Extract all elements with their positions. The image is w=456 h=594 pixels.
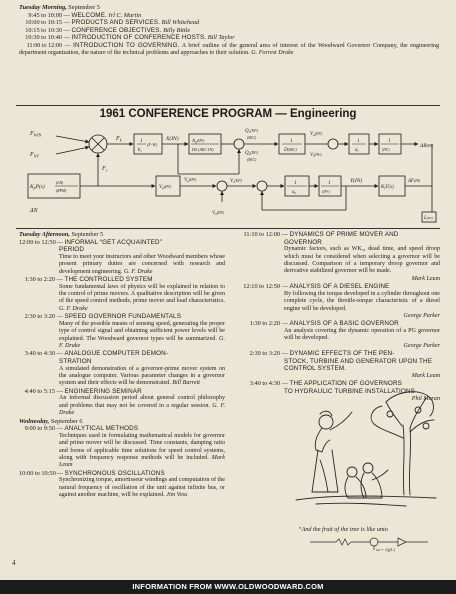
svg-text:ωₙ = √(g/L): ωₙ = √(g/L) [376,547,395,552]
session-body [240,328,440,350]
session-time: 3:40 to 4:30 [24,350,55,358]
summing-junction-3 [328,139,338,149]
morning-heading [19,4,439,12]
session-head: 2:30 to 3:20 — SPEED GOVERNOR FUNDAMENTALS [19,313,225,321]
session-head: 3:40 to 4:30 — THE APPLICATION OF GOVERNORS [240,380,440,388]
session-body [240,246,440,283]
session-title: DYNAMICS OF PRIME MOVER AND [289,231,399,238]
cartoon-circuit [306,534,436,552]
svg-text:Vb(IN³): $V_b^{(IN^3)}$ [212,211,225,216]
summing-junction-4 [217,181,227,191]
svg-text:(LB): (LB) [56,181,63,185]
session-speaker: Bill Barrett [172,380,200,387]
session-speaker: G. F. Drake [59,305,88,312]
svg-text:1: 1 [388,138,391,144]
session-speaker: Mark Leum [411,275,440,282]
session-entry [19,388,225,418]
session-head: 1:30 to 2:20 — THE CONTROLLED SYSTEM [19,276,225,284]
session-title: INTRODUCTION TO GOVERNING. [73,41,180,49]
session-desc: Techniques used in formulating mathematical models for governor and prime mover will be discussed. Time constants, damping ratio and forms of applicable time solutions for speed control systems, along with frequency response methods will be included. [59,432,225,462]
session-speaker: G. Forrest Drake [251,50,294,57]
session-time: 10:30 to 10:40 [25,34,62,42]
session-entry [240,320,440,350]
session-head: 12:00 to 12:50 — INFORMAL “GET ACQUAINTED” [19,238,162,246]
morning-item: 10:15 to 10:30 — CONFERENCE OBJECTIVES. Billy Bittle [19,27,439,35]
session-time: 4:40 to 5:15 [24,387,55,395]
session-speaker: Mark Leum [411,373,440,380]
svg-text:KfF(s): $K_fF(s)$ [381,185,394,190]
svg-text:(IN²): (IN²) [382,148,390,152]
session-time: 10:15 to 10:30 [25,26,62,34]
svg-text:Fk: $F_k$ [116,135,122,143]
right-column [240,231,440,403]
morning-item: 10:30 to 10:40 — INTRODUCTION OF CONFERENCE HOSTS. Bill Taylor [19,34,439,42]
session-entry [240,350,440,380]
svg-text:(IN²): (IN²) [322,190,330,194]
svg-text:Va(IN³): $V_a^{(IN^3)}$ [310,132,323,137]
svg-text:ai: $a_i$ [355,148,359,153]
session-title-cont: STRATION [59,358,92,366]
session-time: 11:10 to 12:00 [243,231,280,238]
session-desc: An informal discussion period about general control philosophy and problems that may not be covered in a regular session. [59,395,225,409]
session-speaker: Bill Whitehead [161,19,200,27]
session-speaker: Billy Bittle [163,26,191,34]
session-body [19,284,225,314]
morning-section [19,4,439,58]
session-time: 12:00 to 12:50 [19,238,56,246]
session-entry [19,425,225,470]
session-entry [19,470,225,500]
svg-text:(SEC): (SEC) [247,158,257,162]
day-name: Wednesday, [19,417,50,425]
morning-date: September 5 [68,4,100,11]
svg-text:1: 1 [357,138,360,144]
day-heading [19,231,225,239]
morning-item: 10:00 to 10:15 — PRODUCTS AND SERVICES. Bill Whitehead [19,19,439,27]
source-banner: INFORMATION FROM WWW.OLDWOODWARD.COM [0,580,456,594]
left-column [19,231,225,500]
session-time: 10:00 to 10:50 [19,469,56,477]
session-desc: Dynamic factors, such as WK₂, dead time, and speed droop which must be considered when selecting a governor will be discussed. Comparison of a temporary droop governor and derivative stabilized governor will be made. [284,246,440,275]
svg-text:Qa(IN³): $Q_a^{(IN^3)}$ [245,151,258,156]
session-speaker: George Parker [403,342,440,349]
session-title: ANALOGUE COMPUTER DEMON- [64,350,169,358]
top-rule [16,105,440,106]
svg-text:Fc: $F_c$ [102,165,108,173]
session-title: PRODUCTS AND SERVICES. [71,19,161,27]
session-speaker: G. F. Drake [59,402,225,417]
svg-text:ΔR(IN): ΔR(IN) [420,143,433,149]
session-speaker: Jim Voss [166,492,188,499]
session-time: 2:30 to 3:20 [24,313,55,321]
block-diagram [16,122,440,226]
morning-last-item: 11:00 to 12:00 — INTRODUCTION TO GOVERNING. A brief outline of the general area of interest of the Woodward Governor Company, the engineering department organization, the nature of the technical problems and approaches to their solution. G. Forrest Drake [19,41,440,57]
session-time: 9:00 to 9:50 [24,425,55,433]
session-desc: Some fundamental laws of physics will be explained in relation to the control of prime movers. A qualitative description will be given of the speed control methods, prime mover and load characteristics. [59,283,225,305]
day-heading [19,418,225,426]
session-body [19,321,225,351]
svg-text:L(IN): L(IN) [424,216,433,221]
svg-text:1: 1 [290,138,293,144]
session-body [19,433,225,470]
session-desc: By following the torque developed in a cylinder throughout one complete cycle, the throttle-torque characteristic of a diesel engine will be developed. [284,290,440,312]
session-title: SPEED GOVERNOR FUNDAMENTALS [64,313,182,321]
session-time: 9:45 to 10:00 [28,11,62,19]
svg-text:(F-W): (F-W) [147,142,158,147]
summing-junction-5 [257,181,267,191]
svg-text:Y(IN): Y(IN) [350,178,363,184]
session-time: 3:40 to 4:30 [249,380,280,388]
session-head: 10:00 to 10:50 — SYNCHRONOUS OSCILLATIONS [19,469,165,477]
session-desc: Many of the possible means of sensing speed, generating the proper type of control signal and obtaining sufficient power levels will be explained. The Woodward governor types will be summarized. [59,320,225,342]
session-desc: Governor Company, the engineering department organization, the nature of the technical problems and approaches to their [19,42,440,57]
session-title-cont: TO HYDRAULIC TURBINE INSTALLATIONS [284,388,415,396]
session-title-cont: GOVERNOR [284,238,322,246]
session-time: 10:00 to 10:15 [25,19,62,27]
session-entry [19,313,225,350]
session-speaker: Irl C. Martin [108,11,142,19]
svg-text:1: 1 [140,138,143,144]
session-entry [19,350,225,387]
session-head: 2:30 to 3:20 — DYNAMIC EFFECTS OF THE PEN- [240,350,440,358]
session-title: CONFERENCE OBJECTIVES. [71,26,162,34]
day-date: September 6 [50,417,83,425]
session-speaker: G. F. Drake [59,335,225,350]
cartoon-illustration [286,380,440,540]
session-title: ENGINEERING SEMINAR [64,387,142,395]
svg-text:(SEC): (SEC) [247,136,257,140]
svg-text:X(IN): X(IN) [166,136,179,142]
session-head: 1:30 to 2:20 — ANALYSIS OF A BASIC GOVERNOR [240,320,440,328]
session-entry [19,239,225,276]
session-desc: Time to meet your instructors and other Woodward members whose present primary duties are concerned with research and development engineering. [59,253,225,275]
svg-text:D(SEC): D(SEC) [284,148,297,153]
session-title: INFORMAL “GET ACQUAINTED” [64,238,162,246]
session-speaker: Bill Taylor [207,34,235,42]
session-time: 12:10 to 12:50 [243,283,280,291]
session-title: ANALYSIS OF A BASIC GOVERNOR [289,320,399,328]
session-title: SYNCHRONOUS OSCILLATIONS [64,469,165,477]
session-body [240,291,440,321]
session-title: ANALYSIS OF A DIESEL ENGINE [289,283,390,291]
svg-text:1: 1 [328,180,331,186]
session-entry [19,276,225,313]
svg-text:DS (SEC·IN): DS (SEC·IN) [192,147,214,152]
session-title-cont: PERIOD [59,246,85,254]
morning-day: Tuesday Morning, [19,4,67,11]
session-time: 1:30 to 2:20 [24,276,55,283]
session-head: 4:40 to 5:15 — ENGINEERING SEMINAR [19,388,225,396]
svg-text:FNV: $F_{NV}$ [30,151,39,159]
svg-text:Vs(IN³): $V_s^{(IN^3)}$ [230,179,242,184]
svg-text:Q1(IN³): $Q_1^{(IN^3)}$ [245,129,258,134]
session-title-cont: CONTROL SYSTEM. [284,365,347,373]
session-desc: solution. [228,50,250,57]
bottom-rule [16,228,440,229]
session-title: THE CONTROLLED SYSTEM [64,276,153,283]
session-title-cont: STOCK, TURBINE AND GENERATOR UPON THE [284,357,433,365]
morning-items [19,12,439,42]
session-head: 11:10 to 12:00 — DYNAMICS OF PRIME MOVER AND [240,231,440,239]
session-title: ANALYTICAL METHODS [64,425,139,433]
svg-text:1: 1 [294,180,297,186]
morning-item: 9:45 to 10:00 — WELCOME. Irl C. Martin [19,12,439,20]
session-entry [240,283,440,320]
session-time: 11:00 to 12:00 [26,42,62,49]
day-date: September 5 [71,231,104,238]
session-title: WELCOME. [71,11,107,19]
svg-text:Vp(IN³): $V_p^{(IN^3)}$ [159,185,172,190]
summing-junction-2 [234,139,244,149]
session-time: 2:30 to 3:20 [249,350,280,358]
session-title: INTRODUCTION OF CONFERENCE HOSTS. [71,34,207,42]
program-title: 1961 CONFERENCE PROGRAM — Engineering [99,108,357,120]
session-time: 1:30 to 2:20 [249,320,280,328]
session-head: 3:40 to 4:30 — ANALOGUE COMPUTER DEMON- [19,350,225,358]
svg-text:ΔN: ΔN [30,208,38,214]
session-speaker: Phil Moran [411,395,440,402]
session-desc: A simulated demonstration of a governor-prime mover system on the analogue computer. Various parameter changes in a governor system and their effects will be demonstrated. [59,365,225,387]
session-speaker: G. F. Drake [123,268,153,275]
session-body [19,477,225,499]
svg-text:Vi(IN³): $V_i^{(IN^3)}$ [310,153,322,158]
page-number: 4 [12,559,16,567]
session-desc: An analysis covering the dynamic operation of a PG governor will be developed. [284,328,440,342]
session-head: 12:10 to 12:50 — ANALYSIS OF A DIESEL ENGINE [240,283,440,291]
cartoon-caption: “And the fruit of the tree is like unto [298,526,388,533]
session-title: THE APPLICATION OF GOVERNORS [289,380,403,388]
session-entry [240,231,440,283]
svg-text:(RPM): (RPM) [56,189,67,193]
session-body [19,366,225,388]
svg-text:ΔF(IN): ΔF(IN) [408,179,421,184]
svg-text:Vp(IN³): $V_p^{(IN^3)}$ [184,178,197,183]
svg-text:FWIN: $F_{WIN}$ [30,130,42,138]
svg-text:ks: ks [138,147,142,153]
session-desc: A brief outline of the general area of interest of the Woodward [181,42,345,49]
day-name: Tuesday Afternoon, [19,231,70,238]
svg-text:KpP(s): KpP(s) [30,184,45,190]
session-speaker: George Parker [403,313,440,320]
session-desc: Synchronizing torque, amortisseur windings and computation of the natural frequency of oscillation of the unit against infinite bus, or against another machine, will be explained. [59,477,225,499]
session-body [19,395,225,417]
session-speaker: Mark Leum [59,455,225,469]
svg-text:ab: $a_b$ [292,190,297,195]
session-title: DYNAMIC EFFECTS OF THE PEN- [289,350,395,358]
svg-text:Ap(IN²): $A_p^{(IN^2)}$ [192,139,205,144]
session-body [19,254,225,276]
session-head: 9:00 to 9:50 — ANALYTICAL METHODS [19,425,225,433]
